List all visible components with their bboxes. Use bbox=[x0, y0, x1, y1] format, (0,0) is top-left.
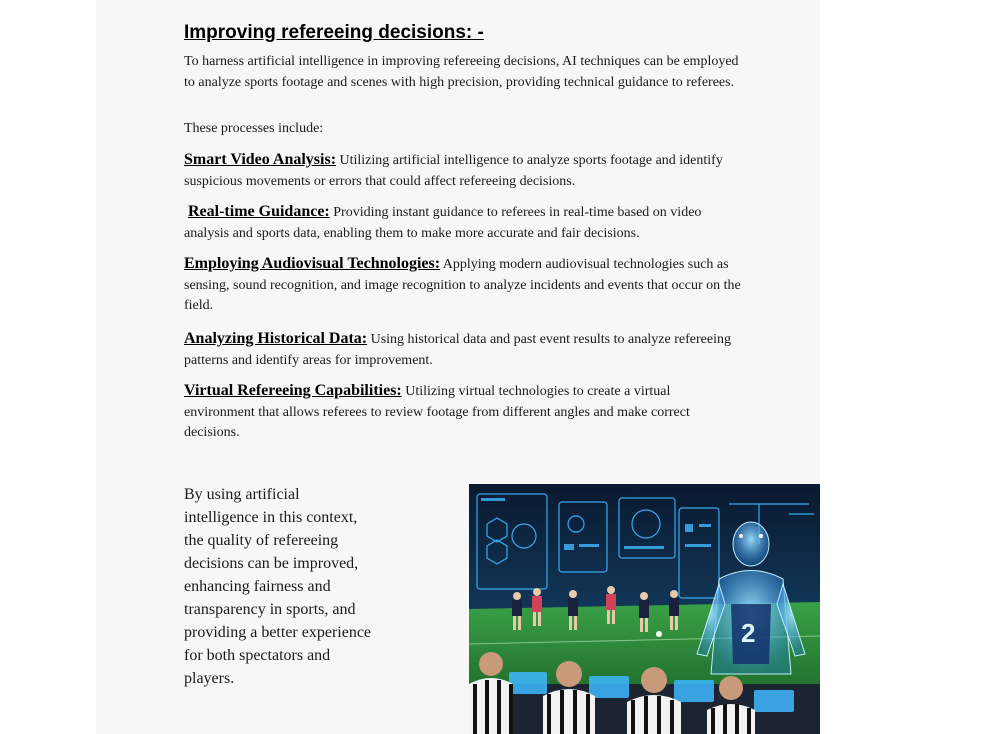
list-item-text: Providing instant guidance to referees in real-time based on video analysis and sports data, enabling them to make more accurate and fair decisions. bbox=[184, 205, 702, 241]
list-item-text: Applying modern audiovisual technologies such as sensing, sound recognition, and image recognition to analyze incidents and events that occur on the field. bbox=[184, 257, 741, 313]
document-page bbox=[96, 0, 820, 734]
list-item-term: Real-time Guidance: bbox=[188, 203, 330, 220]
list-item-text: Using historical data and past event results to analyze refereeing patterns and identify areas for improvement. bbox=[184, 332, 731, 368]
processes-intro: These processes include: bbox=[184, 121, 324, 136]
ai-referee-illustration bbox=[469, 484, 820, 734]
list-item-audiovisual-technologies bbox=[184, 254, 744, 317]
closing-paragraph: By using artificial intelligence in this context, the quality of refereeing decisions can be improved, enhancing fairness and transparency in sports, and providing a better experience for both spectators and players. bbox=[184, 486, 372, 687]
list-item-virtual-refereeing bbox=[184, 381, 744, 444]
list-item-real-time-guidance bbox=[184, 202, 744, 244]
list-item-term: Employing Audiovisual Technologies: bbox=[184, 255, 441, 272]
list-item-text: Utilizing virtual technologies to create a virtual environment that allows referees to review footage from different angles and make correct decisions. bbox=[184, 384, 690, 440]
section-heading: Improving refereeing decisions: - bbox=[184, 22, 484, 43]
svg-text:2: 2 bbox=[741, 618, 756, 648]
list-item-term: Virtual Refereeing Capabilities: bbox=[184, 382, 402, 399]
list-item-term: Smart Video Analysis: bbox=[184, 151, 337, 168]
list-item-term: Analyzing Historical Data: bbox=[184, 330, 368, 347]
intro-paragraph: To harness artificial intelligence in improving refereeing decisions, AI techniques can be employed to analyze sports footage and scenes with high precision, providing technical guidance to referees. bbox=[184, 54, 739, 90]
list-item-text: Utilizing artificial intelligence to analyze sports footage and identify suspicious movements or errors that could affect refereeing decisions. bbox=[184, 153, 723, 189]
list-item-smart-video-analysis bbox=[184, 150, 744, 192]
list-item-historical-data bbox=[184, 329, 744, 371]
